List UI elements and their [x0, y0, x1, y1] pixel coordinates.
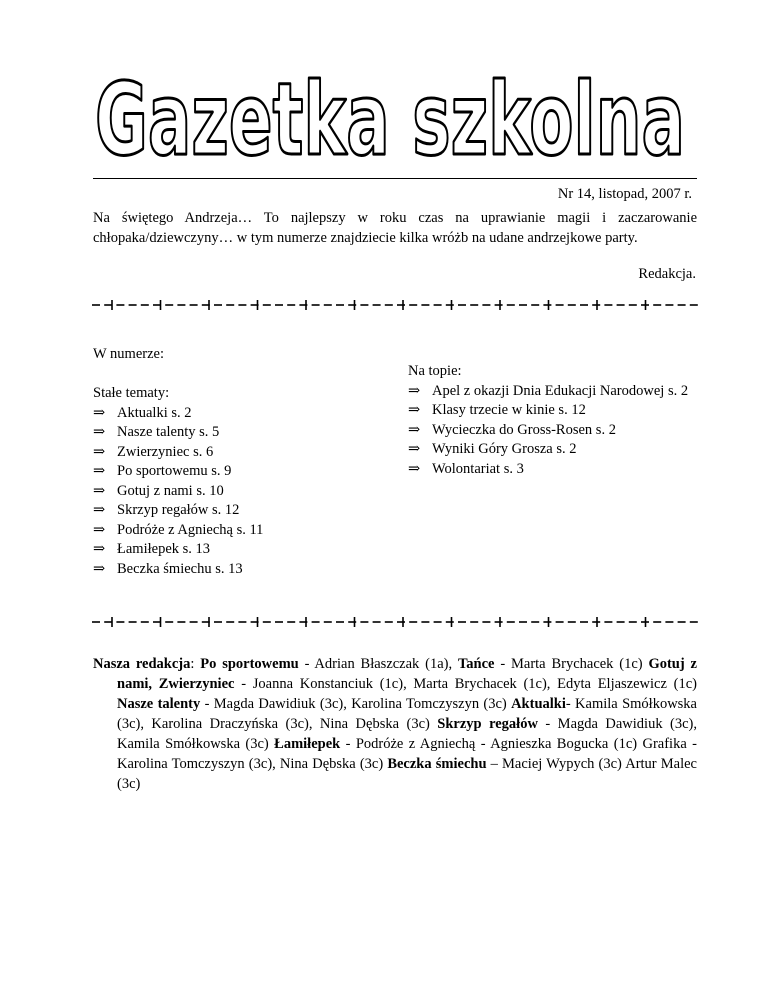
regular-topic-item [93, 404, 393, 424]
regular-topics-heading: Stałe tematy: [93, 385, 170, 401]
staff-section-title: Łamiłepek [274, 736, 341, 752]
featured-topic-item-label: Wolontariat s. 3 [432, 460, 524, 477]
staff-section-members: - Magda Dawidiuk (3c), Kamila Smółkowska (3c) [117, 716, 697, 752]
staff-section-title: Tańce [457, 656, 495, 672]
double-arrow-icon: ⇒ [408, 441, 421, 457]
double-arrow-icon: ⇒ [408, 382, 421, 399]
regular-topics-list [93, 404, 393, 580]
contents-heading: W numerze: [93, 346, 164, 362]
staff-section-members: - Joanna Konstanciuk (1c), Marta Brychacek (1c), Edyta Eljaszewicz (1c) [234, 676, 697, 692]
double-arrow-icon: ⇒ [93, 541, 106, 557]
featured-topic-item [408, 460, 708, 480]
staff-section-members: - Magda Dawidiuk (3c), Karolina Tomczyszyn (3c) [200, 696, 512, 712]
staff-section-members: – Maciej Wypych (3c) Artur Malec (3c) [117, 756, 697, 792]
regular-topic-item [93, 462, 393, 482]
staff-section-members: - Podróże z Agniechą - Agnieszka Bogucka (1c) Grafika - Karolina Tomczyszyn (3c), Nina Dębska (3c) [117, 736, 697, 772]
contents-featured-column [408, 362, 708, 479]
featured-topics-list [408, 382, 708, 480]
regular-topic-item-label: Aktualki s. 2 [117, 404, 192, 421]
header-rule [93, 178, 697, 179]
double-arrow-icon: ⇒ [408, 402, 421, 418]
editorial-staff: Nasza redakcja: Po sportowemu - Adrian Błaszczak (1a), Tańce - Marta Brychacek (1c) Gotuj z nami, Zwierzyniec - Joanna Konstanciuk (1c), Marta Brychacek (1c), Edyta Eljaszewicz (1c) Nasze talenty - Magda Dawidiuk (3c), Karolina Tomczyszyn (3c) Aktualki- Kamila Smółkowska (3c), Karolina Draczyńska (3c), Nina Dębska (3c) Skrzyp regałów - Magda Dawidiuk (3c), Kamila Smółkowska (3c) Łamiłepek - Podróże z Agniechą - Agnieszka Bogucka (1c) Grafika - Karolina Tomczyszyn (3c), Nina Dębska (3c) Beczka śmiechu – Maciej Wypych (3c) Artur Malec (3c) [93, 656, 697, 792]
regular-topic-item [93, 443, 393, 463]
section-divider-top [90, 297, 700, 311]
double-arrow-icon: ⇒ [93, 404, 106, 421]
staff-section-title: Nasze talenty [117, 696, 201, 712]
featured-topic-item-label: Wycieczka do Gross-Rosen s. 2 [432, 421, 616, 438]
featured-topic-item-label: Klasy trzecie w kinie s. 12 [432, 402, 586, 418]
masthead-title: Gazetka szkolna [95, 62, 685, 162]
staff-section-title: Beczka śmiechu [387, 756, 487, 772]
featured-topic-item [408, 440, 708, 460]
staff-section-title: Gotuj z nami, Zwierzyniec [117, 656, 697, 692]
regular-topic-item-label: Podróże z Agniechą s. 11 [117, 521, 264, 538]
featured-topic-item [408, 401, 708, 421]
double-arrow-icon: ⇒ [408, 460, 421, 477]
double-arrow-icon: ⇒ [93, 502, 106, 518]
regular-topic-item [93, 560, 393, 580]
staff-section-title: Po sportowemu [200, 656, 299, 672]
intro-paragraph: Na świętego Andrzeja… To najlepszy w roku czas na uprawianie magii i zaczarowanie chłopaka/dziewczyny… w tym numerze znajdziecie kilka wróżb na udane andrzejkowe party. [93, 210, 697, 246]
staff-label: Nasza redakcja [93, 656, 191, 672]
staff-section-members: - Marta Brychacek (1c) [494, 656, 649, 672]
staff-section-title: Skrzyp regałów [437, 716, 538, 732]
masthead-logo [90, 62, 690, 162]
staff-section-members: - Adrian Błaszczak (1a), [298, 656, 458, 672]
regular-topic-item-label: Gotuj z nami s. 10 [117, 482, 224, 499]
featured-topic-item-label: Apel z okazji Dnia Edukacji Narodowej s. 2 [432, 382, 689, 399]
regular-topic-item [93, 540, 393, 560]
regular-topic-item-label: Po sportowemu s. 9 [117, 463, 232, 479]
masthead [90, 62, 690, 162]
regular-topic-item [93, 501, 393, 521]
double-arrow-icon: ⇒ [408, 421, 421, 438]
double-arrow-icon: ⇒ [93, 560, 106, 577]
regular-topic-item-label: Zwierzyniec s. 6 [117, 443, 214, 460]
double-arrow-icon: ⇒ [93, 463, 106, 479]
double-arrow-icon: ⇒ [93, 482, 106, 499]
featured-topic-item [408, 421, 708, 441]
regular-topic-item-label: Nasze talenty s. 5 [117, 424, 220, 440]
regular-topic-item [93, 482, 393, 502]
regular-topic-item [93, 521, 393, 541]
double-arrow-icon: ⇒ [93, 424, 106, 440]
featured-topics-heading: Na topie: [408, 363, 462, 379]
section-divider-bottom [90, 614, 700, 628]
regular-topic-item-label: Łamiłepek s. 13 [117, 541, 211, 557]
double-arrow-icon: ⇒ [93, 521, 106, 538]
staff-section-members: - Kamila Smółkowska (3c), Karolina Draczyńska (3c), Nina Dębska (3c) [117, 696, 697, 732]
issue-info: Nr 14, listopad, 2007 r. [557, 186, 692, 202]
staff-section-title: Aktualki [511, 696, 566, 712]
regular-topic-item-label: Skrzyp regałów s. 12 [117, 502, 240, 518]
regular-topic-item [93, 423, 393, 443]
featured-topic-item-label: Wyniki Góry Grosza s. 2 [432, 441, 577, 457]
double-arrow-icon: ⇒ [93, 443, 106, 460]
contents-regular-column [93, 345, 393, 579]
intro-signature: Redakcja. [638, 266, 696, 282]
regular-topic-item-label: Beczka śmiechu s. 13 [117, 560, 243, 577]
featured-topic-item [408, 382, 708, 402]
